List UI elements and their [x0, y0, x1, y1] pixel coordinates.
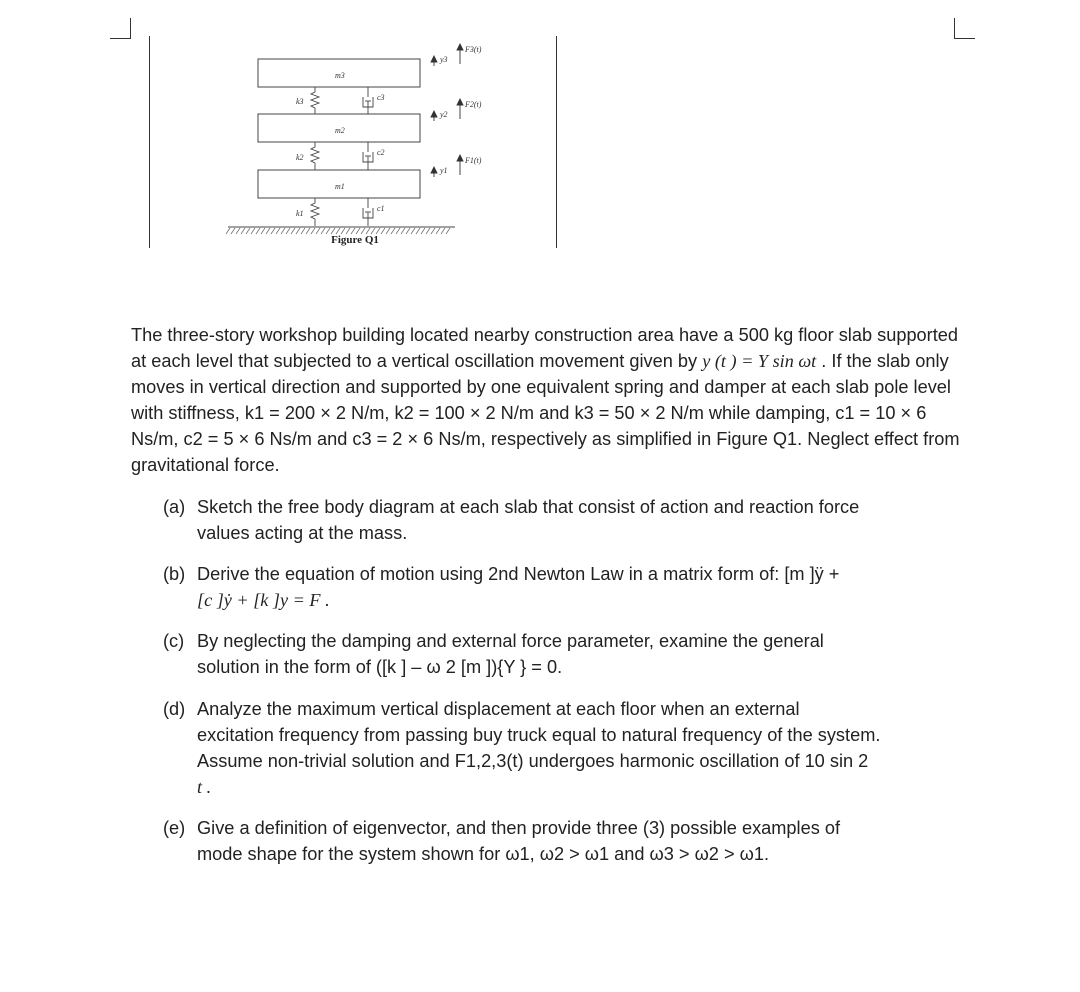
- matrix-equation: [c ]ẏ + [k ]y = F .: [197, 590, 330, 610]
- damper-label-2: c2: [377, 148, 385, 157]
- displacement-arrow-3: [431, 56, 437, 66]
- motion-equation: y (t ) = Y sin ωt: [702, 351, 817, 371]
- three-story-model-figure: [190, 40, 510, 240]
- mass-label-1: m1: [335, 182, 345, 191]
- question-text: Analyze the maximum vertical displacement at each floor when an external: [197, 699, 800, 719]
- question-text: Sketch the free body diagram at each slab that consist of action and reaction force: [197, 497, 860, 517]
- damper-2: [363, 142, 373, 170]
- question-b: [163, 561, 963, 613]
- spring-3: [311, 87, 319, 114]
- displacement-label-2: y2: [440, 110, 448, 119]
- question-label: (d): [163, 699, 186, 719]
- question-e: [163, 815, 963, 867]
- question-c: [163, 628, 963, 680]
- force-arrow-1: [457, 155, 463, 175]
- problem-text-part-2: . If the slab only moves in vertical direction and supported by one equivalent spring and damper at each slab pole level with stiffness, k1 = 200 × 2 N/m, k2 = 100 × 2 N/m and k3 = 50 × 2 N/m while damping, c1 = 10 × 6 Ns/m, c2 = 5 × 6 Ns/m and c3 = 2 × 6 Ns/m, respectively as simplified in Figure Q1. Neglect effect from gravitational force.: [131, 351, 960, 475]
- question-a: [163, 494, 963, 546]
- ground-support: [226, 227, 455, 234]
- damper-3: [363, 87, 373, 114]
- question-text: solution in the form of ([k ] – ω 2 [m ]){Y } = 0.: [197, 657, 563, 677]
- question-text: values acting at the mass.: [197, 523, 408, 543]
- mass-label-3: m3: [335, 71, 345, 80]
- figure-frame-left: [149, 36, 150, 248]
- question-text: By neglecting the damping and external force parameter, examine the general: [197, 631, 824, 651]
- spring-2: [311, 142, 319, 170]
- damper-label-3: c3: [377, 93, 385, 102]
- question-label: (a): [163, 497, 186, 517]
- question-text: excitation frequency from passing buy truck equal to natural frequency of the system.: [197, 725, 881, 745]
- question-label: (c): [163, 631, 185, 651]
- question-text: t .: [197, 777, 212, 797]
- force-label-1: F1(t): [465, 156, 482, 165]
- question-d: [163, 696, 963, 800]
- force-label-3: F3(t): [465, 45, 482, 54]
- crop-mark-top-left: [110, 18, 131, 39]
- spring-label-1: k1: [296, 209, 304, 218]
- problem-text-part-1: The three-story workshop building located nearby construction area have a 500 kg floor slab supported at each level that subjected to a vertical oscillation movement given by: [131, 325, 959, 371]
- question-text: mode shape for the system shown for ω1, ω2 > ω1 and ω3 > ω2 > ω1.: [197, 844, 770, 864]
- problem-statement: [131, 322, 961, 478]
- displacement-label-1: y1: [440, 166, 448, 175]
- force-label-2: F2(t): [465, 100, 482, 109]
- force-arrow-3: [457, 44, 463, 64]
- question-label: (b): [163, 564, 186, 584]
- figure-caption: Figure Q1: [331, 234, 379, 246]
- crop-mark-top-right: [954, 18, 975, 39]
- damper-1: [363, 198, 373, 226]
- mass-label-2: m2: [335, 126, 345, 135]
- spring-label-2: k2: [296, 153, 304, 162]
- question-text: Assume non-trivial solution and F1,2,3(t) undergoes harmonic oscillation of 10 sin 2: [197, 751, 869, 771]
- figure-frame-right: [556, 36, 557, 248]
- force-arrow-2: [457, 99, 463, 119]
- spring-label-3: k3: [296, 97, 304, 106]
- displacement-arrow-1: [431, 167, 437, 177]
- spring-1: [311, 198, 319, 226]
- question-text: Derive the equation of motion using 2nd Newton Law in a matrix form of: [m ]ÿ +: [197, 564, 840, 584]
- question-text: Give a definition of eigenvector, and then provide three (3) possible examples of: [197, 818, 841, 838]
- displacement-label-3: y3: [440, 55, 448, 64]
- question-label: (e): [163, 818, 186, 838]
- damper-label-1: c1: [377, 204, 385, 213]
- displacement-arrow-2: [431, 111, 437, 121]
